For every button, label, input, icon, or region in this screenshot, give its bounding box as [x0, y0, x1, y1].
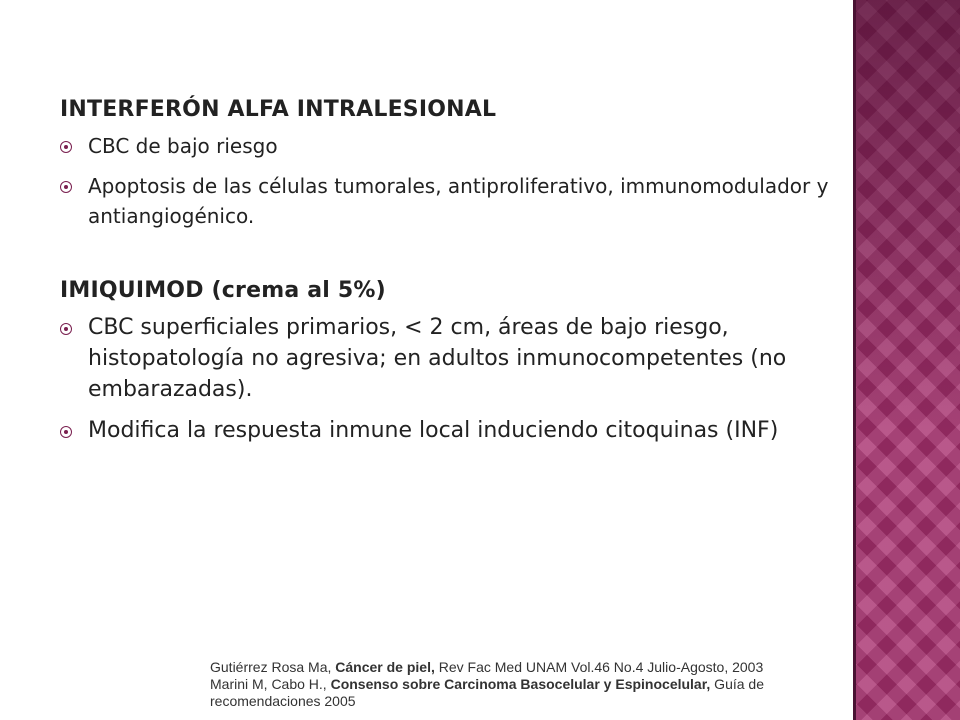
- reference-author: Marini M, Cabo H.,: [210, 676, 331, 692]
- reference-author: Gutiérrez Rosa Ma,: [210, 659, 336, 675]
- bullet-icon: [60, 426, 72, 438]
- bullet-text: Apoptosis de las células tumorales, antiproliferativo, immunomodulador y antiangiogénico.: [88, 174, 829, 228]
- heading-imiquimod-main: IMIQUIMOD: [60, 278, 204, 303]
- bullet-text: CBC superficiales primarios, < 2 cm, áreas de bajo riesgo, histopatología no agresiva; en adultos inmunocompetentes (no embarazadas).: [88, 315, 787, 402]
- imiquimod-bullets: [60, 312, 830, 446]
- reference-source: Guía de recomendaciones 2005: [210, 676, 764, 709]
- bullet-text: CBC de bajo riesgo: [88, 134, 278, 158]
- sidebar-edge: [853, 0, 856, 720]
- list-item: [60, 312, 830, 405]
- list-item: [60, 171, 830, 231]
- bullet-text: Modifica la respuesta inmune local induciendo citoquinas (INF): [88, 418, 779, 443]
- references: [210, 659, 850, 710]
- bullet-icon: [60, 141, 72, 153]
- decorative-sidebar: [853, 0, 960, 720]
- list-item: [60, 131, 830, 161]
- reference-item: [210, 676, 850, 710]
- bullet-icon: [60, 323, 72, 335]
- heading-imiquimod-sub: (crema al 5%): [203, 278, 386, 303]
- slide-content: [60, 95, 830, 456]
- reference-item: [210, 659, 850, 676]
- list-item: [60, 415, 830, 446]
- reference-title: Consenso sobre Carcinoma Basocelular y Espinocelular,: [330, 676, 711, 692]
- bullet-icon: [60, 181, 72, 193]
- reference-title: Cáncer de piel,: [335, 659, 435, 675]
- heading-imiquimod: [60, 276, 830, 306]
- reference-source: Rev Fac Med UNAM Vol.46 No.4 Julio-Agosto, 2003: [434, 659, 764, 675]
- interferon-bullets: [60, 131, 830, 231]
- heading-interferon: INTERFERÓN ALFA INTRALESIONAL: [60, 97, 497, 122]
